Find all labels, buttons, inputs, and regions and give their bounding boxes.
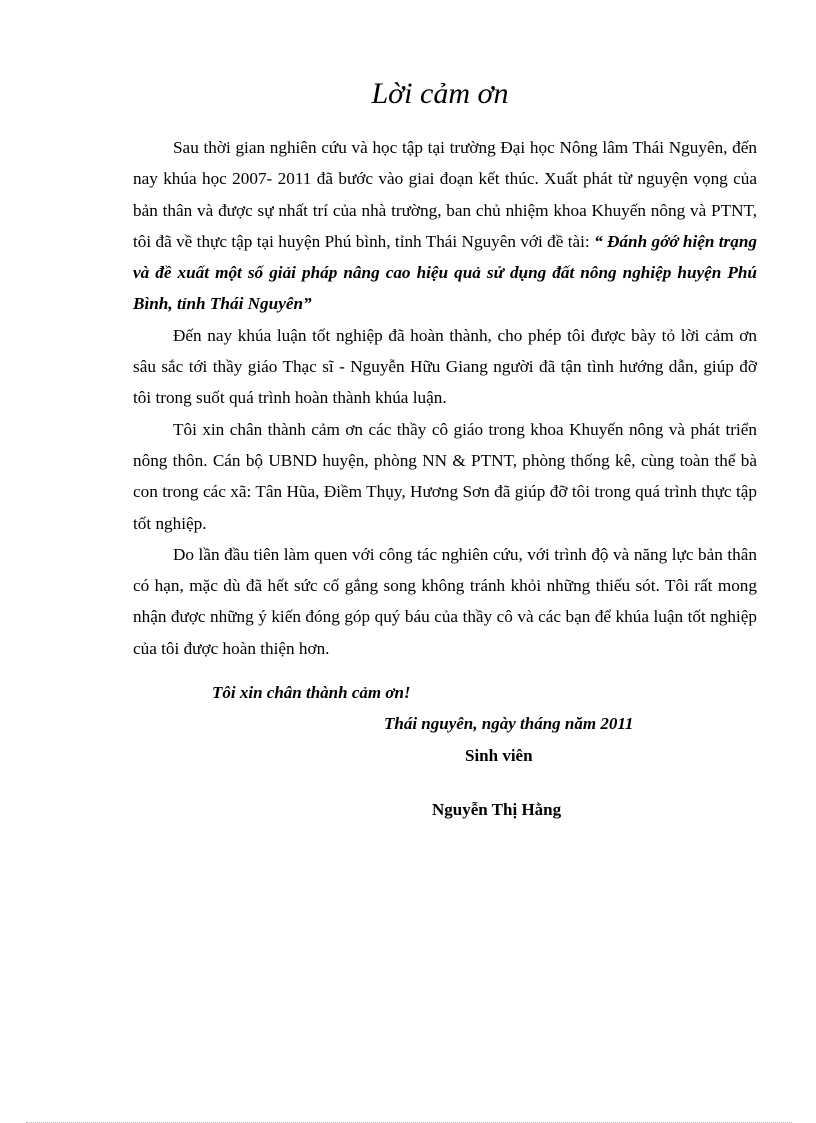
paragraph-1-lead: Sau thời gian nghiên cứu và học tập tại trường Đại học Nông lâm Thái Nguyên, đến nay khúa học 2007- 2011 đã bước vào giai đoạn kết thúc. Xuất phát từ nguyện vọng của bản thân và được sự nhất trí của nhà trường, ban chủ nhiệm khoa Khuyến nông và PTNT, tôi đã về thực tập tại huyện Phú bình, tỉnh Thái Nguyên với đề tài:: [133, 138, 757, 251]
body-text: [133, 132, 757, 664]
thesis-topic: “ Đánh gớớ hiện trạng và đề xuất một số giải pháp nâng cao hiệu quả sử dụng đất nông nghiệp huyện Phú Bình, tỉnh Thái Nguyên”: [133, 231, 757, 314]
paragraph-3: Tôi xin chân thành cảm ơn các thầy cô giáo trong khoa Khuyến nông và phát triển nông thôn. Cán bộ UBND huyện, phòng NN & PTNT, phòng thống kê, cùng toàn thể bà con trong các xã: Tân Hũa, Điềm Thụy, Hương Sơn đã giúp đỡ tôi trong quá trình thực tập tốt nghiệp.: [133, 419, 757, 533]
paragraph-2: Đến nay khúa luận tốt nghiệp đã hoàn thành, cho phép tôi được bày tỏ lời cảm ơn sâu sắc tới thầy giáo Thạc sĩ - Nguyễn Hữu Giang người đã tận tình hướng dẫn, giúp đỡ tôi trong suốt quá trình hoàn thành khúa luận.: [133, 325, 757, 408]
paragraph-1: [133, 132, 757, 320]
signer-name: Nguyễn Thị Hằng: [432, 800, 562, 819]
date-line: Thái nguyên, ngày tháng năm 2011: [384, 714, 634, 733]
signer-role: Sinh viên: [465, 746, 533, 765]
closing-thanks: Tôi xin chân thành cảm ơn!: [212, 683, 411, 702]
paragraph-4: Do lần đầu tiên làm quen với công tác nghiên cứu, với trình độ và năng lực bản thân có hạn, mặc dù đã hết sức cố gắng song không tránh khỏi những thiếu sót. Tôi rất mong nhận được những ý kiến đóng góp quý báu của thầy cô và các bạn để khúa luận tốt nghiệp của tôi được hoàn thiện hơn.: [133, 544, 757, 658]
page-title: Lời cảm ơn: [371, 77, 509, 110]
